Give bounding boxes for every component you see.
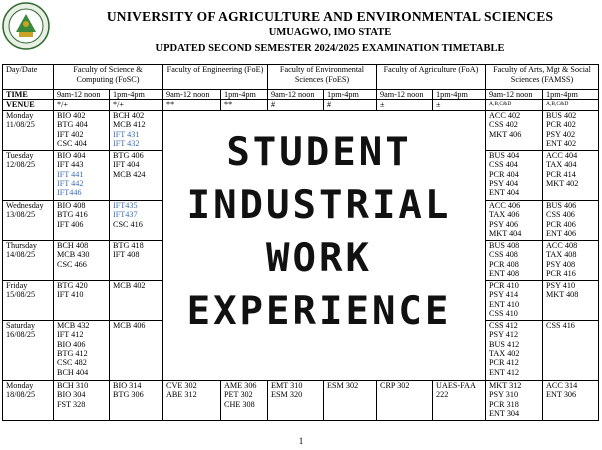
course-cell: BUS 406 CSS 406 PCR 406 ENT 406 bbox=[543, 200, 599, 240]
faculty-header-fosc: Faculty of Science & Computing (FoSC) bbox=[54, 65, 163, 90]
venue-cell: A,B,C&D bbox=[486, 100, 543, 110]
course-cell: MCB 432 IFT 412 BIO 406 BTG 412 CSC 482 BCH 404 bbox=[54, 320, 110, 380]
overlay-line: EXPERIENCE bbox=[186, 289, 452, 334]
venue-cell: */+ bbox=[110, 100, 163, 110]
course-cell: AME 306 PET 302 CHE 308 bbox=[221, 380, 268, 420]
time-cell: 9am-12 noon bbox=[486, 90, 543, 100]
time-cell: 9am-12 noon bbox=[377, 90, 433, 100]
course-cell: CSS 416 bbox=[543, 320, 599, 380]
day-cell: Tuesday 12/08/25 bbox=[3, 150, 54, 200]
time-cell: 9am-12 noon bbox=[268, 90, 324, 100]
day-cell: Wednesday 13/08/25 bbox=[3, 200, 54, 240]
course-cell: BCH 408 MCB 430 CSC 466 bbox=[54, 240, 110, 280]
course-cell: BTG 418 IFT 408 bbox=[110, 240, 163, 280]
time-cell: 1pm-4pm bbox=[221, 90, 268, 100]
course-cell: PSY 410 MKT 408 bbox=[543, 280, 599, 320]
course-cell: BCH 402 MCB 412 IFT 431 IFT 432 bbox=[110, 110, 163, 150]
day-cell: Saturday 16/08/25 bbox=[3, 320, 54, 380]
course-cell: ACC 404 TAX 404 PCR 414 MKT 402 bbox=[543, 150, 599, 200]
course-cell: BTG 406 IFT 404 MCB 424 bbox=[110, 150, 163, 200]
time-cell: 1pm-4pm bbox=[110, 90, 163, 100]
time-cell: 1pm-4pm bbox=[324, 90, 377, 100]
course-cell: PCR 410 PSY 414 ENT 410 CSS 410 bbox=[486, 280, 543, 320]
venue-cell: # bbox=[268, 100, 324, 110]
venue-cell: # bbox=[324, 100, 377, 110]
table-row bbox=[3, 380, 599, 420]
course-cell: ESM 302 bbox=[324, 380, 377, 420]
course-cell: ACC 406 TAX 406 PSY 406 MKT 404 bbox=[486, 200, 543, 240]
university-logo-icon bbox=[2, 2, 50, 50]
time-label: TIME bbox=[3, 90, 54, 100]
course-cell: EMT 310 ESM 320 bbox=[268, 380, 324, 420]
course-cell: BIO 402 BTG 404 IFT 402 CSC 404 bbox=[54, 110, 110, 150]
course-cell: UAES-FAA 222 bbox=[433, 380, 486, 420]
course-cell: BCH 310 BIO 304 FST 328 bbox=[54, 380, 110, 420]
faculty-header-row bbox=[3, 65, 599, 90]
course-cell: BIO 314 BTG 306 bbox=[110, 380, 163, 420]
venue-cell: ± bbox=[377, 100, 433, 110]
timetable-title: UPDATED SECOND SEMESTER 2024/2025 EXAMINATION TIMETABLE bbox=[155, 43, 505, 54]
page-number: 1 bbox=[298, 436, 304, 446]
time-row bbox=[3, 90, 599, 100]
course-cell: CSS 412 PSY 412 BUS 412 TAX 402 PCR 412 ENT 412 bbox=[486, 320, 543, 380]
day-cell: Friday 15/08/25 bbox=[3, 280, 54, 320]
venue-cell: ± bbox=[433, 100, 486, 110]
course-cell: MCB 402 bbox=[110, 280, 163, 320]
faculty-header-foa: Faculty of Agriculture (FoA) bbox=[377, 65, 486, 90]
faculty-header-foe: Faculty of Engineering (FoE) bbox=[163, 65, 268, 90]
day-cell: Monday 11/08/25 bbox=[3, 110, 54, 150]
venue-cell: A,B,C&D bbox=[543, 100, 599, 110]
time-cell: 9am-12 noon bbox=[163, 90, 221, 100]
industrial-work-block bbox=[163, 110, 486, 380]
course-cell: ACC 402 CSS 402 MKT 406 bbox=[486, 110, 543, 150]
university-location: UMUAGWO, IMO STATE bbox=[268, 27, 392, 38]
university-name: UNIVERSITY OF AGRICULTURE AND ENVIRONMENTAL SCIENCES bbox=[106, 9, 554, 24]
course-cell: BUS 402 PCR 402 PSY 402 ENT 402 bbox=[543, 110, 599, 150]
document-header bbox=[0, 0, 602, 64]
overlay-line: INDUSTRIAL bbox=[186, 183, 452, 228]
time-cell: 1pm-4pm bbox=[433, 90, 486, 100]
day-date-header: Day/Date bbox=[3, 65, 54, 90]
time-cell: 1pm-4pm bbox=[543, 90, 599, 100]
course-cell: BIO 404 IFT 443 IFT 441 IFT 442 IFT446 bbox=[54, 150, 110, 200]
course-cell: CRP 302 bbox=[377, 380, 433, 420]
day-cell: Thursday 14/08/25 bbox=[3, 240, 54, 280]
course-cell: IFT435 IFT437 CSC 416 bbox=[110, 200, 163, 240]
venue-label: VENUE bbox=[3, 100, 54, 110]
day-cell: Monday 18/08/25 bbox=[3, 380, 54, 420]
venue-cell: ** bbox=[221, 100, 268, 110]
venue-cell: ** bbox=[163, 100, 221, 110]
venue-row bbox=[3, 100, 599, 110]
venue-cell: */+ bbox=[54, 100, 110, 110]
course-cell: ACC 314 ENT 306 bbox=[543, 380, 599, 420]
overlay-line: WORK bbox=[266, 236, 372, 281]
course-cell: CVE 302 ABE 312 bbox=[163, 380, 221, 420]
course-cell: MKT 312 PSY 310 PCR 318 ENT 304 bbox=[486, 380, 543, 420]
faculty-header-famss: Faculty of Arts, Mgt & Social Sciences (FAMSS) bbox=[486, 65, 599, 90]
faculty-header-foes: Faculty of Environmental Sciences (FoES) bbox=[268, 65, 377, 90]
course-cell: BUS 408 CSS 408 PCR 408 ENT 408 bbox=[486, 240, 543, 280]
course-cell: BIO 408 BTG 416 IFT 406 bbox=[54, 200, 110, 240]
exam-timetable bbox=[2, 64, 599, 421]
time-cell: 9am-12 noon bbox=[54, 90, 110, 100]
table-row bbox=[3, 110, 599, 150]
course-cell: BTG 420 IFT 410 bbox=[54, 280, 110, 320]
course-cell: ACC 408 TAX 408 PSY 408 PCR 416 bbox=[543, 240, 599, 280]
course-cell: BUS 404 CSS 404 PCR 404 PSY 404 ENT 404 bbox=[486, 150, 543, 200]
overlay-line: STUDENT bbox=[226, 130, 412, 175]
course-cell: MCB 406 bbox=[110, 320, 163, 380]
